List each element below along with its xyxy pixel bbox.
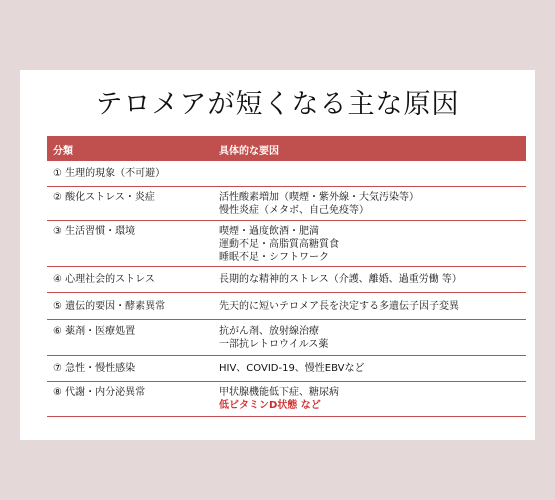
header-category: 分類	[53, 146, 73, 157]
row-factors	[219, 325, 328, 351]
highlight-factor-line: 低ビタミンD状態 など	[219, 400, 321, 411]
factor-line: 一部抗レトロウイルス薬	[219, 339, 329, 350]
table-row	[47, 267, 526, 293]
table-row	[47, 221, 526, 267]
row-category: ⑦ 急性・慢性感染	[53, 363, 136, 374]
table-row	[47, 293, 526, 320]
factor-line: 喫煙・過度飲酒・肥満	[219, 226, 319, 237]
row-category: ① 生理的現象（不可避）	[53, 168, 166, 179]
factor-line: 先天的に短いテロメア長を決定する多遺伝子因子変異	[219, 301, 459, 312]
header-factors: 具体的な要因	[219, 146, 279, 157]
row-factors	[219, 191, 419, 217]
factor-line: 慢性炎症（メタボ、自己免疫等）	[219, 205, 369, 216]
table-row	[47, 382, 526, 417]
factor-line: 睡眠不足・シフトワーク	[219, 252, 329, 263]
row-category: ⑤ 遺伝的要因・酵素異常	[53, 301, 166, 312]
factor-line: HIV、COVID-19、慢性EBVなど	[219, 363, 365, 374]
table-row	[47, 161, 526, 187]
slide-title: テロメアが短くなる主な原因	[95, 89, 460, 120]
row-category: ⑥ 薬剤・医療処置	[53, 326, 136, 337]
factor-line: 活性酸素増加（喫煙・紫外線・大気汚染等）	[219, 192, 419, 203]
factor-line: 長期的な精神的ストレス（介護、離婚、過重労働 等）	[219, 274, 462, 285]
row-category: ⑧ 代謝・内分泌異常	[53, 387, 146, 398]
slide	[20, 70, 535, 440]
row-category: ② 酸化ストレス・炎症	[53, 192, 155, 203]
factor-line: 甲状腺機能低下症、糖尿病	[219, 387, 339, 398]
row-factors	[219, 225, 339, 264]
factor-line: 抗がん剤、放射線治療	[219, 326, 319, 337]
table-row	[47, 187, 526, 221]
row-factors	[219, 273, 462, 286]
factor-line: 運動不足・高脂質高糖質食	[219, 239, 339, 250]
table-header	[47, 136, 526, 161]
row-factors	[219, 362, 365, 375]
row-category: ③ 生活習慣・環境	[53, 226, 136, 237]
row-factors	[219, 300, 459, 313]
row-category: ④ 心理社会的ストレス	[53, 274, 155, 285]
table-row	[47, 320, 526, 356]
table-row	[47, 356, 526, 382]
row-factors	[219, 386, 339, 412]
